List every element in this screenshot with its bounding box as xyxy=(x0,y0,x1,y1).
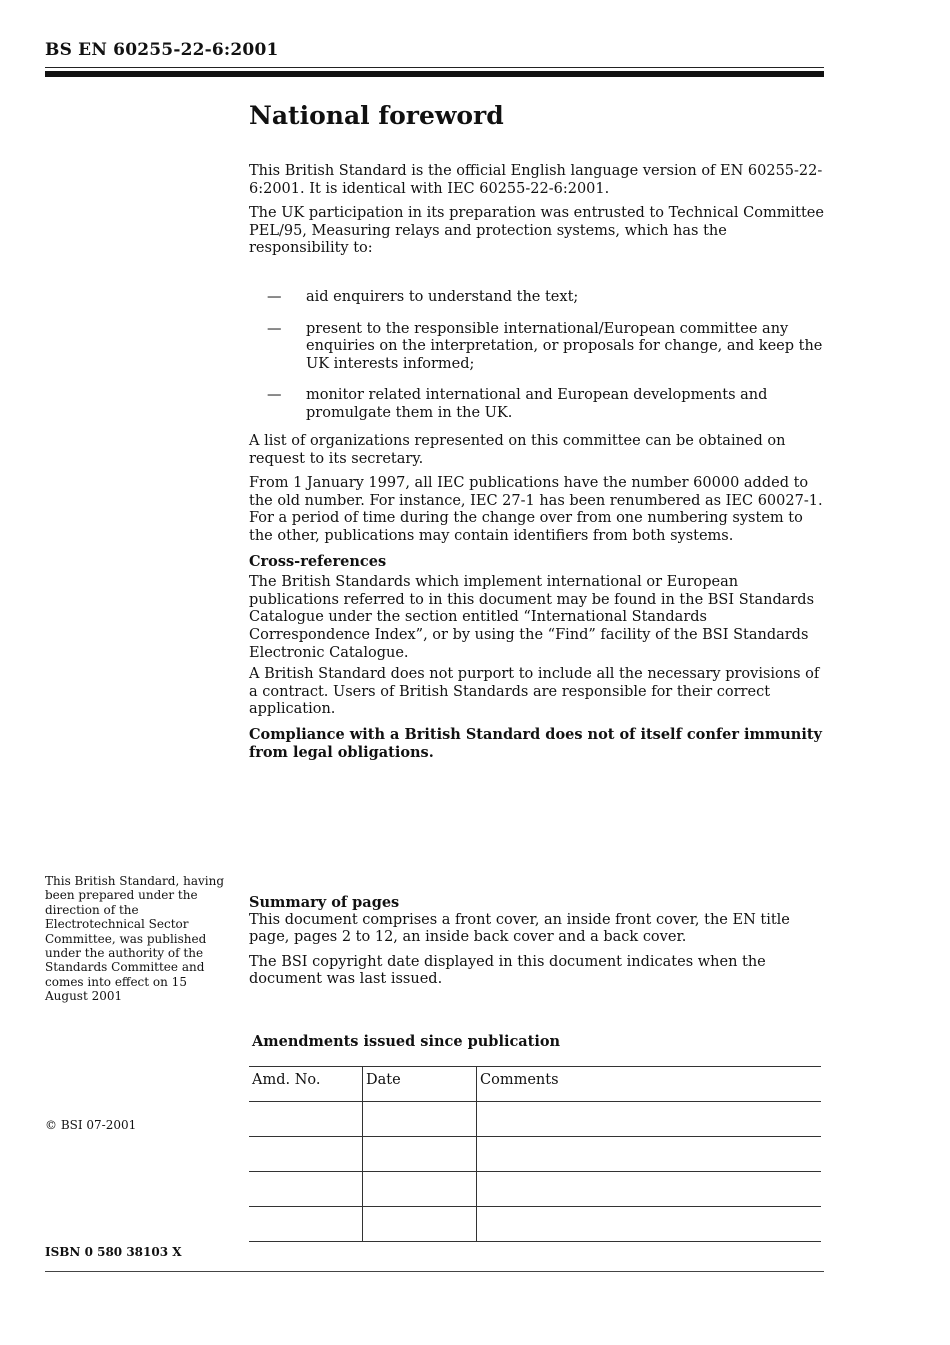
list-item xyxy=(249,289,824,307)
table-header-row xyxy=(249,1067,821,1102)
table-cell xyxy=(249,1137,363,1172)
column-header-amd-no: Amd. No. xyxy=(249,1067,363,1102)
isbn-number: ISBN 0 580 38103 X xyxy=(45,1245,182,1259)
table-cell xyxy=(477,1172,822,1207)
table-cell xyxy=(477,1102,822,1137)
table-cell xyxy=(363,1207,477,1242)
column-header-date: Date xyxy=(363,1067,477,1102)
dash-marker: — xyxy=(267,289,282,305)
table-cell xyxy=(249,1207,363,1242)
table-cell xyxy=(249,1172,363,1207)
body-block xyxy=(249,433,824,768)
intro-paragraph-2: The UK participation in its preparation was entrusted to Technical Committee PEL/95, Measuring relays and protection systems, which has the responsibility to: xyxy=(249,205,824,257)
responsibility-list xyxy=(249,289,824,437)
list-item-text: monitor related international and European developments and promulgate them in the UK. xyxy=(306,387,768,421)
list-item-text: present to the responsible international/European committee any enquiries on the interpretation, or proposals for change, and keep the UK interests informed; xyxy=(306,320,823,372)
table-cell xyxy=(249,1102,363,1137)
page-title: National foreword xyxy=(249,101,504,130)
table-row xyxy=(249,1207,821,1242)
copyright-notice: © BSI 07-2001 xyxy=(45,1118,137,1132)
compliance-statement: Compliance with a British Standard does not of itself confer immunity from legal obligations. xyxy=(249,725,822,761)
table-cell xyxy=(477,1137,822,1172)
cross-references-heading: Cross-references xyxy=(249,552,387,570)
table-cell xyxy=(477,1207,822,1242)
publication-note: This British Standard, having been prepared under the direction of the Electrotechnical Sector Committee, was published under the authority of the Standards Committee and comes into effect on 15 August 2001 xyxy=(45,874,225,1004)
list-item xyxy=(249,387,824,422)
table-row xyxy=(249,1102,821,1137)
summary-paragraph: This document comprises a front cover, an inside front cover, the EN title page, pages 2 to 12, an inside back cover and a back cover. xyxy=(249,911,790,946)
table-row xyxy=(249,1172,821,1207)
summary-heading: Summary of pages xyxy=(249,894,400,911)
list-item-text: aid enquirers to understand the text; xyxy=(306,289,579,305)
contract-paragraph: A British Standard does not purport to include all the necessary provisions of a contract. Users of British Standards are responsible for their correct application. xyxy=(249,666,820,718)
numbering-paragraph: From 1 January 1997, all IEC publications have the number 60000 added to the old number. For instance, IEC 27-1 has been renumbered as IEC 60027-1. For a period of time during the change over from one numbering system to the other, publications may contain identifiers from both systems. xyxy=(249,475,823,544)
table-row xyxy=(249,1137,821,1172)
amendments-heading: Amendments issued since publication xyxy=(252,1033,561,1050)
copyright-date-paragraph: The BSI copyright date displayed in this document indicates when the document was last issued. xyxy=(249,953,766,988)
header-thick-rule xyxy=(45,71,824,77)
table-cell xyxy=(363,1102,477,1137)
list-item xyxy=(249,321,824,374)
footer-rule xyxy=(45,1271,824,1272)
intro-paragraph-1: This British Standard is the official English language version of EN 60255-22-6:2001. It is identical with IEC 60255-22-6:2001. xyxy=(249,163,823,197)
document-number: BS EN 60255-22-6:2001 xyxy=(45,40,279,60)
dash-marker: — xyxy=(267,387,282,404)
table-cell xyxy=(363,1137,477,1172)
amendments-table xyxy=(249,1066,821,1242)
summary-block xyxy=(249,894,824,996)
header-thin-rule xyxy=(45,67,824,68)
intro-block xyxy=(249,163,824,258)
committee-list-paragraph: A list of organizations represented on this committee can be obtained on request to its secretary. xyxy=(249,433,786,467)
table-cell xyxy=(363,1172,477,1207)
cross-references-paragraph: The British Standards which implement international or European publications referred to in this document may be found in the BSI Standards Catalogue under the section entitled “International Standards Correspondence Index”, or by using the “Find” facility of the BSI Standards Electronic Catalogue. xyxy=(249,574,815,661)
column-header-comments: Comments xyxy=(477,1067,822,1102)
dash-marker: — xyxy=(267,320,282,337)
